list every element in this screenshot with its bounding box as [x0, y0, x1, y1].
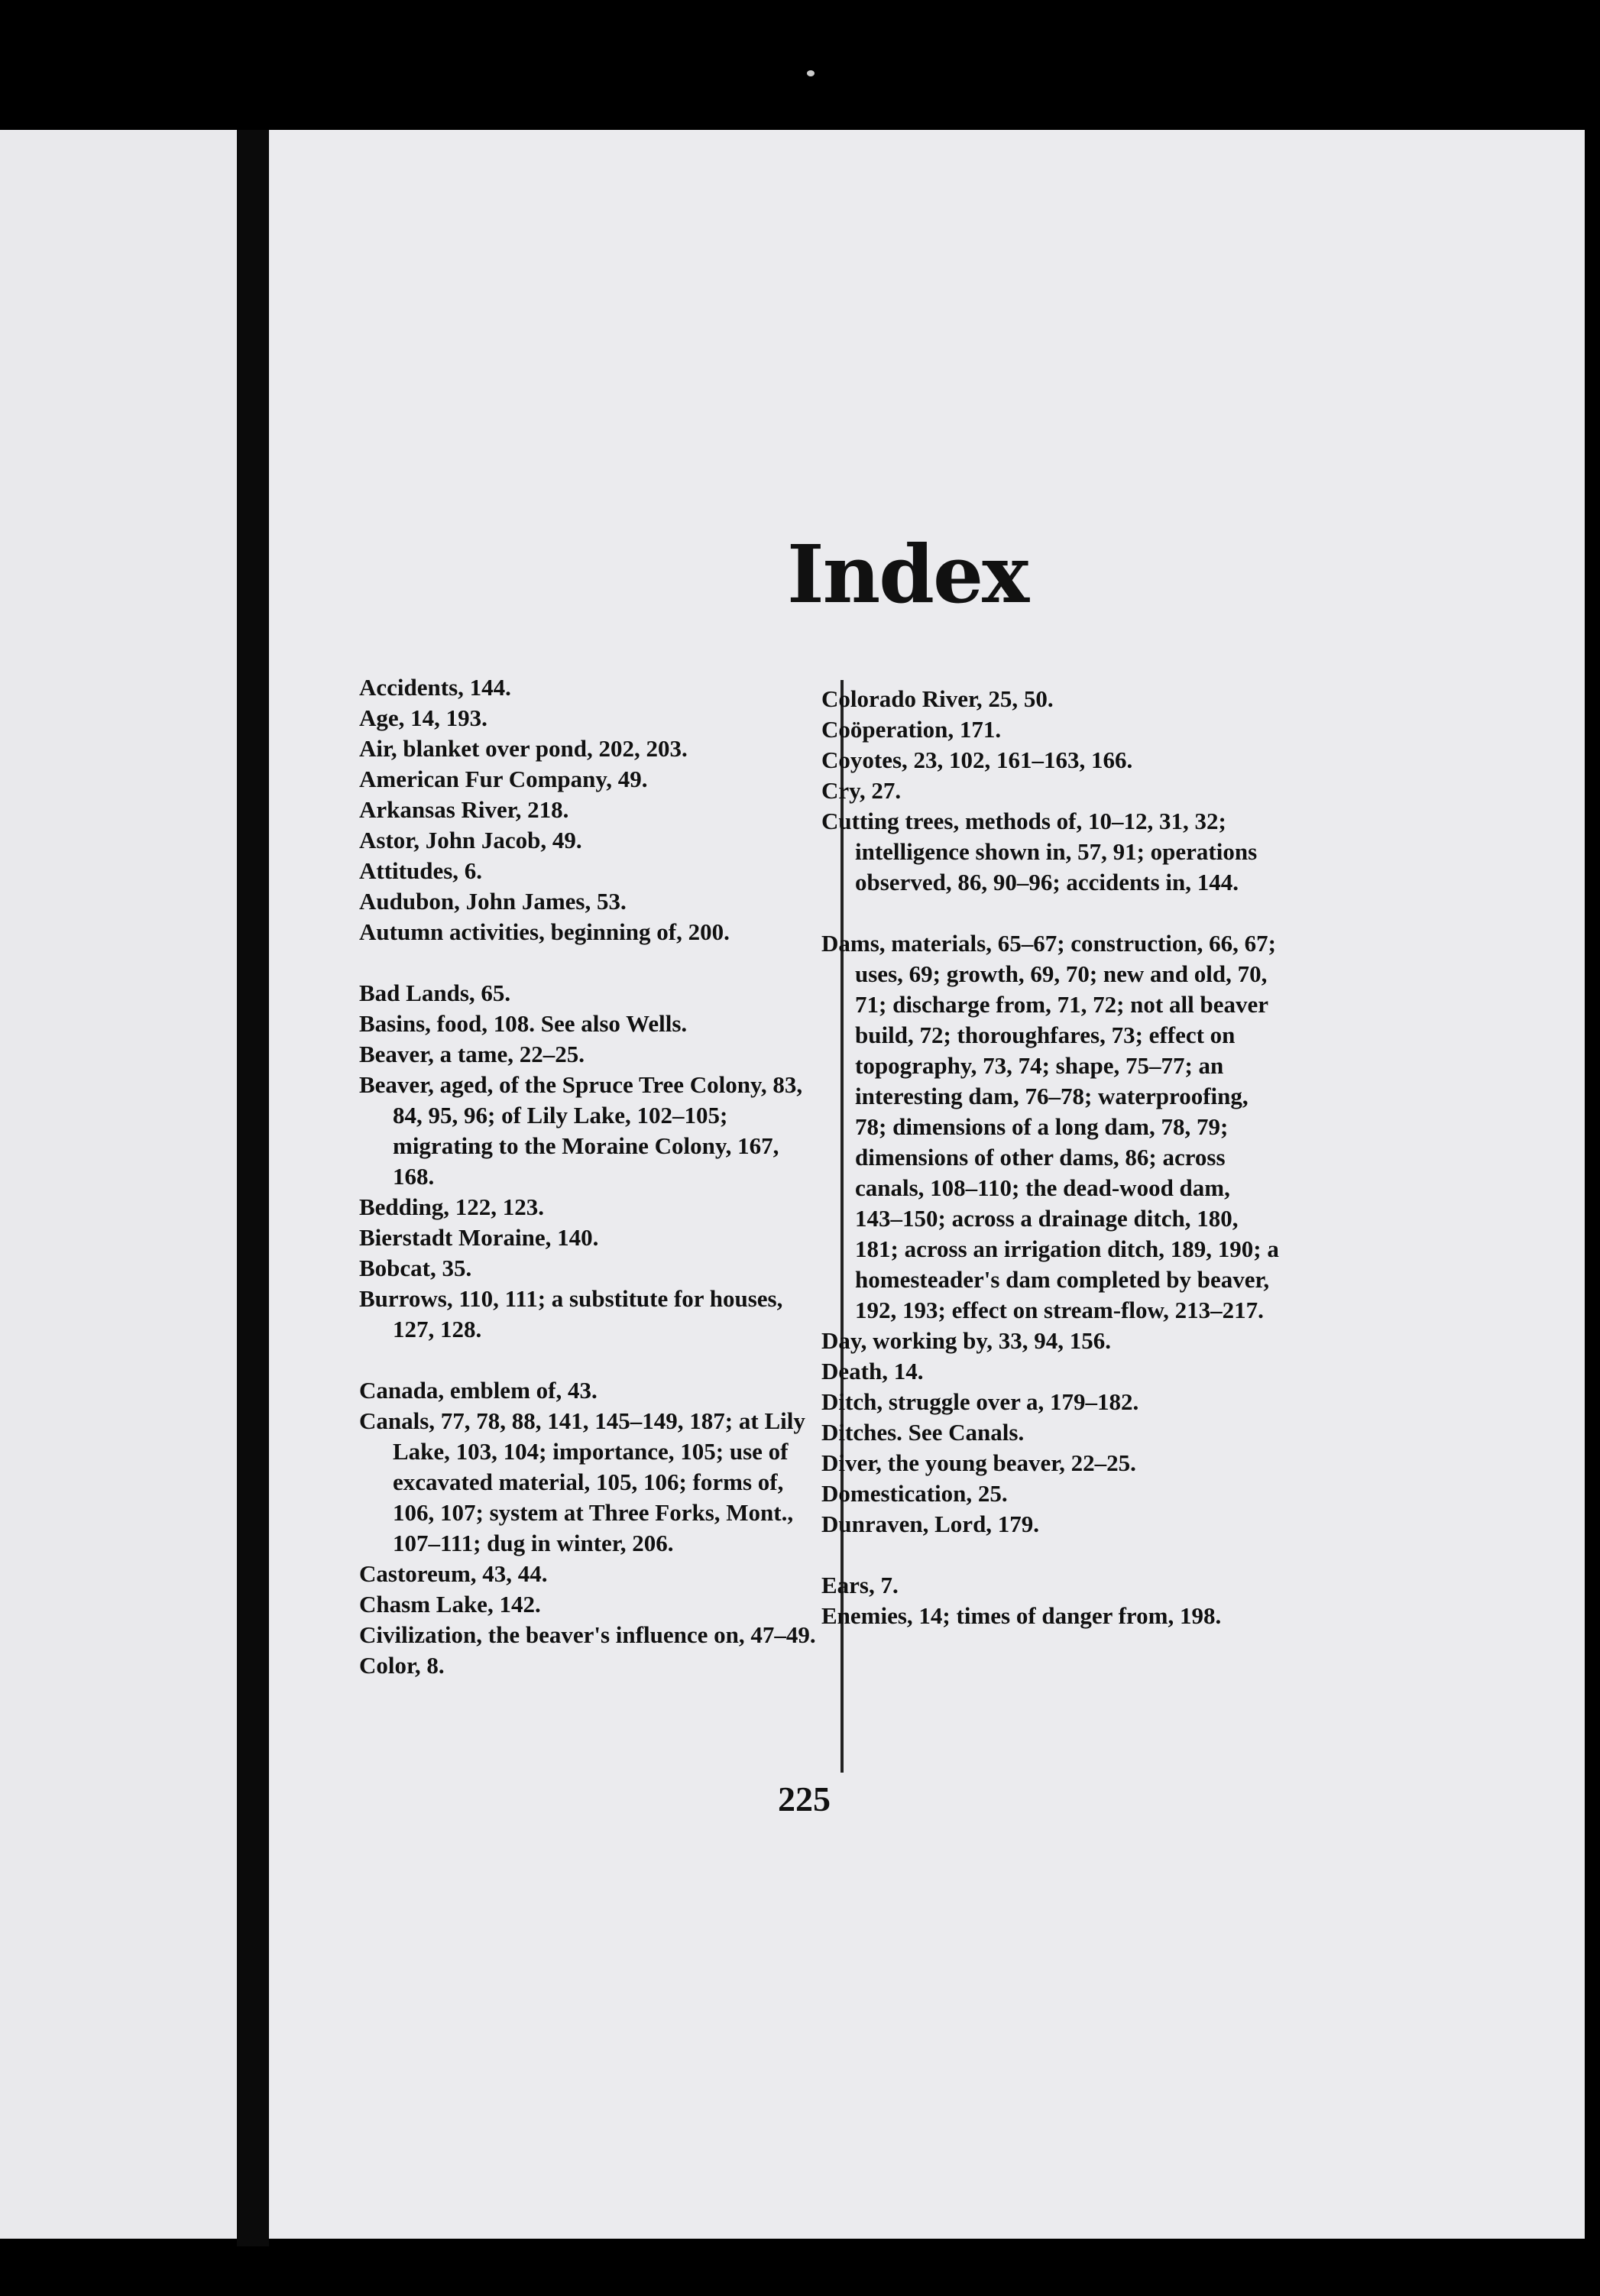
index-entry: Castoreum, 43, 44. [359, 1560, 548, 1587]
index-entry: Coyotes, 23, 102, 161–163, 166. [821, 746, 1133, 773]
index-entry: Bierstadt Moraine, 140. [359, 1224, 599, 1251]
index-entry: Attitudes, 6. [359, 857, 483, 884]
index-entry: Dunraven, Lord, 179. [821, 1511, 1040, 1537]
index-entry: Colorado River, 25, 50. [821, 685, 1054, 712]
index-entry: Arkansas River, 218. [359, 796, 569, 823]
index-entry: Autumn activities, beginning of, 200. [359, 918, 730, 945]
book-spine [237, 130, 269, 2246]
index-entry: Beaver, aged, of the Spruce Tree Colony, 83, 84, 95, 96; of Lily Lake, 102–105; migrating to the Moraine Colony, 167, 168. [359, 1071, 803, 1190]
index-column-left [359, 672, 818, 1681]
index-entry: Color, 8. [359, 1652, 445, 1679]
index-entry: Ditches. See Canals. [821, 1419, 1025, 1446]
index-entry: Bedding, 122, 123. [359, 1193, 545, 1220]
letter-group-gap [821, 1540, 1280, 1570]
index-entry: Ears, 7. [821, 1572, 899, 1598]
index-entry: Beaver, a tame, 22–25. [359, 1041, 585, 1067]
index-entry: Age, 14, 193. [359, 704, 487, 731]
index-entry: American Fur Company, 49. [359, 766, 648, 792]
index-entry: Domestication, 25. [821, 1480, 1008, 1507]
index-entry: Burrows, 110, 111; a substitute for houses, 127, 128. [359, 1285, 783, 1342]
index-entry: Accidents, 144. [359, 674, 511, 701]
index-entry: Astor, John Jacob, 49. [359, 827, 582, 853]
index-entry: Bad Lands, 65. [359, 980, 511, 1006]
index-entry: Day, working by, 33, 94, 156. [821, 1327, 1111, 1354]
index-column-right [821, 684, 1280, 1631]
letter-group-gap [359, 947, 818, 978]
facing-page [0, 130, 237, 2239]
dust-speck [807, 70, 815, 76]
index-entry: Bobcat, 35. [359, 1255, 472, 1281]
index-entry: Ditch, struggle over a, 179–182. [821, 1388, 1139, 1415]
index-entry: Chasm Lake, 142. [359, 1591, 541, 1618]
index-entry: Cry, 27. [821, 777, 902, 804]
index-entry: Death, 14. [821, 1358, 924, 1384]
index-entry: Dams, materials, 65–67; construction, 66, 67; uses, 69; growth, 69, 70; new and old, 70, 71; discharge from, 71, 72; not all beaver build, 72; thoroughfares, 73; effect on topography, 73, 74; shape, 75–77; an interesting dam, 76–78; waterproofing, 78; dimensions of a long dam, 78, 79; dimensions of other dams, 86; across canals, 108–110; the dead-wood dam, 143–150; across a drainage ditch, 180, 181; across an irrigation ditch, 189, 190; a homesteader's dam completed by beaver, 192, 193; effect on stream-flow, 213–217. [821, 930, 1279, 1323]
letter-group-gap [359, 1345, 818, 1375]
page-title: Index [787, 527, 1028, 621]
page-number: 225 [778, 1779, 831, 1818]
index-entry: Canada, emblem of, 43. [359, 1377, 598, 1404]
index-entry: Diver, the young beaver, 22–25. [821, 1449, 1136, 1476]
index-entry: Enemies, 14; times of danger from, 198. [821, 1602, 1222, 1629]
letter-group-gap [821, 898, 1280, 928]
index-entry: Civilization, the beaver's influence on, 47–49. [359, 1621, 816, 1648]
index-entry: Coöperation, 171. [821, 716, 1002, 743]
index-entry: Audubon, John James, 53. [359, 888, 627, 915]
index-entry: Cutting trees, methods of, 10–12, 31, 32; intelligence shown in, 57, 91; operations observed, 86, 90–96; accidents in, 144. [821, 808, 1258, 895]
index-entry: Canals, 77, 78, 88, 141, 145–149, 187; at Lily Lake, 103, 104; importance, 105; use of excavated material, 105, 106; forms of, 106, 107; system at Three Forks, Mont., 107–111; dug in winter, 206. [359, 1407, 805, 1556]
index-entry: Basins, food, 108. See also Wells. [359, 1010, 688, 1037]
index-entry: Air, blanket over pond, 202, 203. [359, 735, 688, 762]
